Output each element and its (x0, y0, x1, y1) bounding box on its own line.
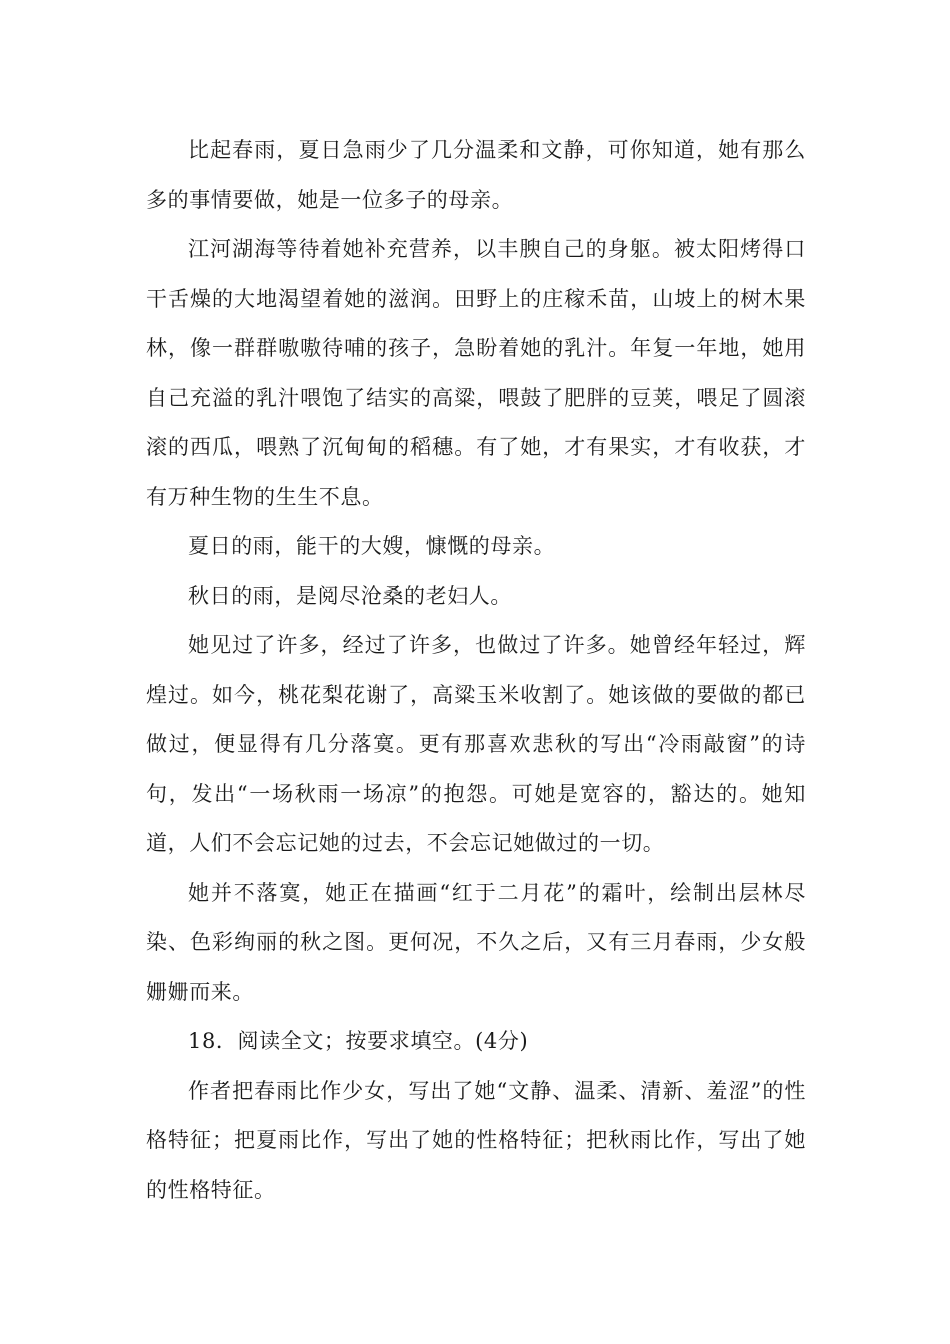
question-18-prompt: 作者把春雨比作少女，写出了她“文静、温柔、清新、羞涩”的性格特征；把夏雨比作，写出了她的性格特征；把秋雨比作，写出了她的性格特征。 (146, 1078, 806, 1202)
paragraph-spring-summer-contrast: 比起春雨，夏日急雨少了几分温柔和文静，可你知道，她有那么多的事情要做，她是一位多子的母亲。 (146, 138, 806, 212)
question-18-heading: 18．阅读全文；按要求填空。(4分) (188, 1029, 529, 1053)
paragraph-summer-summary: 夏日的雨，能干的大嫂，慷慨的母亲。 (188, 534, 556, 558)
document-body (146, 126, 806, 1215)
paragraph-summer-rain-nourishing: 江河湖海等待着她补充营养，以丰腴自己的身躯。被太阳烤得口干舌燥的大地渴望着她的滋润。田野上的庄稼禾苗，山坡上的树木果林，像一群群嗷嗷待哺的孩子，急盼着她的乳汁。年复一年地，她用自己充溢的乳汁喂饱了结实的高粱，喂鼓了肥胖的豆荚，喂足了圆滚滚的西瓜，喂熟了沉甸甸的稻穗。有了她，才有果实，才有收获，才有万种生物的生生不息。 (146, 237, 806, 509)
paragraph-autumn-intro: 秋日的雨，是阅尽沧桑的老妇人。 (188, 583, 512, 608)
paragraph-autumn-experience: 她见过了许多，经过了许多，也做过了许多。她曾经年轻过，辉煌过。如今，桃花梨花谢了，高粱玉米收割了。她该做的要做的都已做过，便显得有几分落寞。更有那喜欢悲秋的写出“冷雨敲窗”的诗句，发出“一场秋雨一场凉”的抱怨。可她是宽容的，豁达的。她知道，人们不会忘记她的过去，不会忘记她做过的一切。 (146, 633, 806, 855)
paragraph-autumn-painting: 她并不落寞，她正在描画“红于二月花”的霜叶，绘制出层林尽染、色彩绚丽的秋之图。更何况，不久之后，又有三月春雨，少女般姗姗而来。 (146, 880, 806, 1004)
